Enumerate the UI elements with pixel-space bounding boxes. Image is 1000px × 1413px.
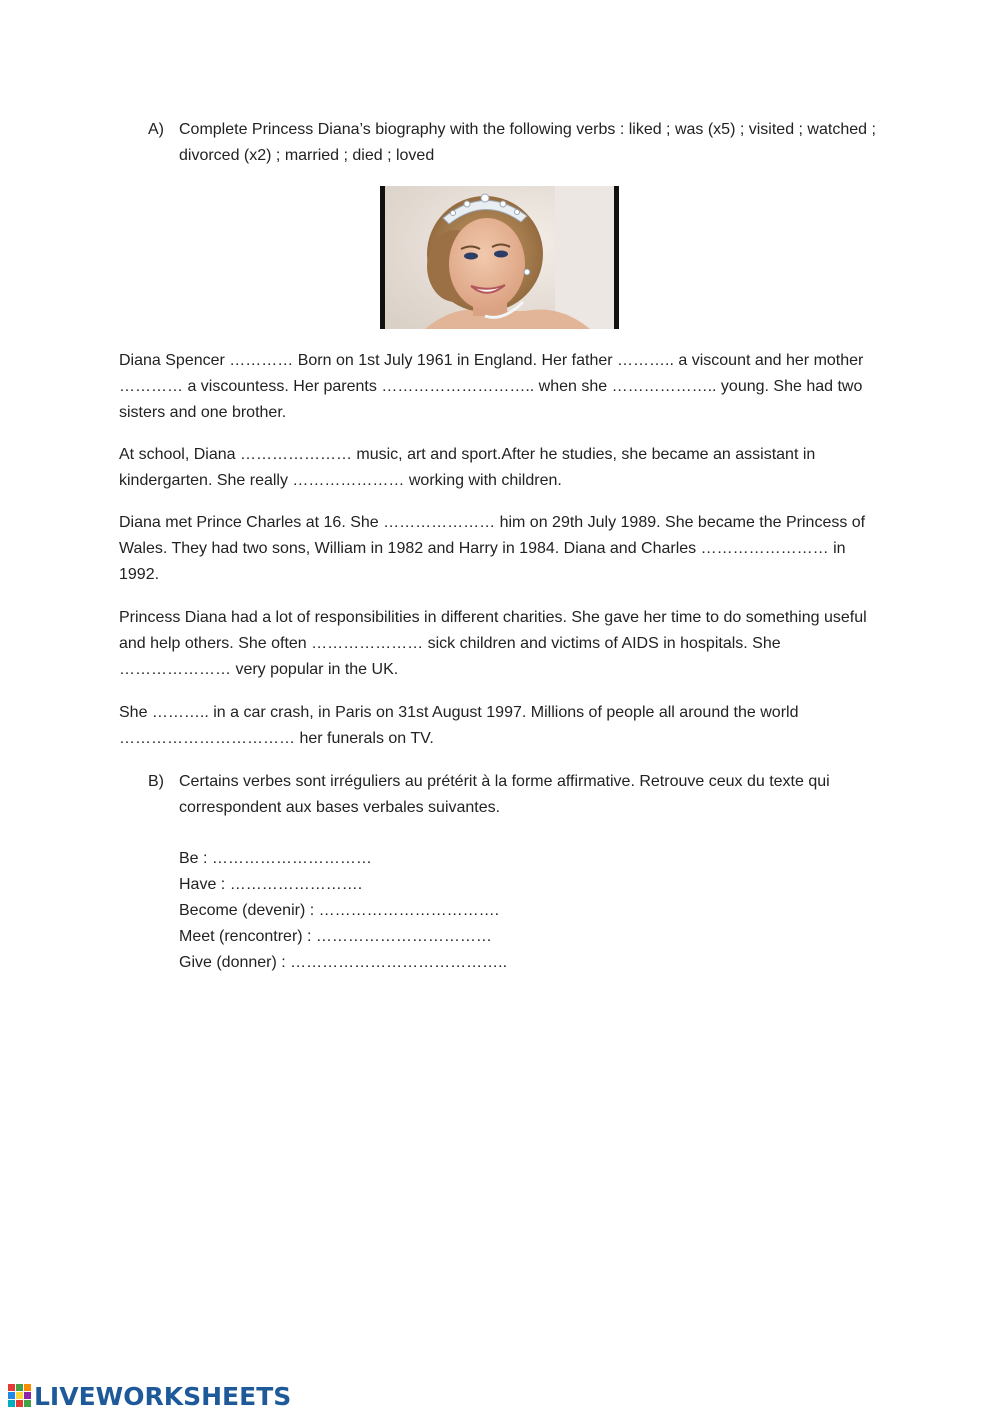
- biography-paragraph-4: Princess Diana had a lot of responsibilities in different charities. She gave her time to do something useful and help others. She often ………………… sick children and victims of AIDS in hospitals. She ………………… very popular in the UK.: [119, 609, 867, 678]
- irregular-verbs-list: [179, 846, 507, 976]
- verb-item-meet: Meet (rencontrer) : ……………………………: [179, 928, 492, 945]
- section-b-marker: B): [148, 773, 164, 790]
- biography-paragraph-1: Diana Spencer ………… Born on 1st July 1961 in England. Her father ……….. a viscount and her mother ………… a viscountess. Her parents ……………………….. when she ……………….. young. She had two sisters and one brother.: [119, 352, 864, 421]
- verb-item-give: Give (donner) : …………………………………..: [179, 954, 508, 971]
- diana-portrait-photo: [380, 186, 619, 329]
- verb-item-be: Be : …………………………: [179, 850, 372, 867]
- section-a-instruction: [148, 117, 888, 169]
- verb-item-become: Become (devenir) : …………………………….: [179, 902, 500, 919]
- liveworksheets-logo-icon: [8, 1384, 32, 1408]
- section-b-instruction: [148, 769, 888, 821]
- portrait-photo-icon: [385, 186, 614, 329]
- liveworksheets-footer: [8, 1381, 291, 1411]
- biography-paragraph-3: Diana met Prince Charles at 16. She ………………… him on 29th July 1989. She became the Princess of Wales. They had two sons, William in 1982 and Harry in 1984. Diana and Charles …………………… in 1992.: [119, 514, 866, 583]
- section-a-text: Complete Princess Diana’s biography with the following verbs : liked ; was (x5) ; visited ; watched ; divorced (x2) ; married ; died ; loved: [179, 121, 876, 164]
- liveworksheets-brand: LIVEWORKSHEETS: [34, 1381, 292, 1411]
- section-b-text: Certains verbes sont irréguliers au prétérit à la forme affirmative. Retrouve ceux du texte qui correspondent aux bases verbales suivantes.: [179, 773, 830, 816]
- section-a-marker: A): [148, 121, 164, 138]
- biography-paragraph-5: She ……….. in a car crash, in Paris on 31st August 1997. Millions of people all around the world …………………………… her funerals on TV.: [119, 704, 799, 747]
- biography-paragraph-2: At school, Diana ………………… music, art and sport.After he studies, she became an assistant in kindergarten. She really ………………… working with children.: [119, 446, 816, 489]
- verb-item-have: Have : …………………….: [179, 876, 363, 893]
